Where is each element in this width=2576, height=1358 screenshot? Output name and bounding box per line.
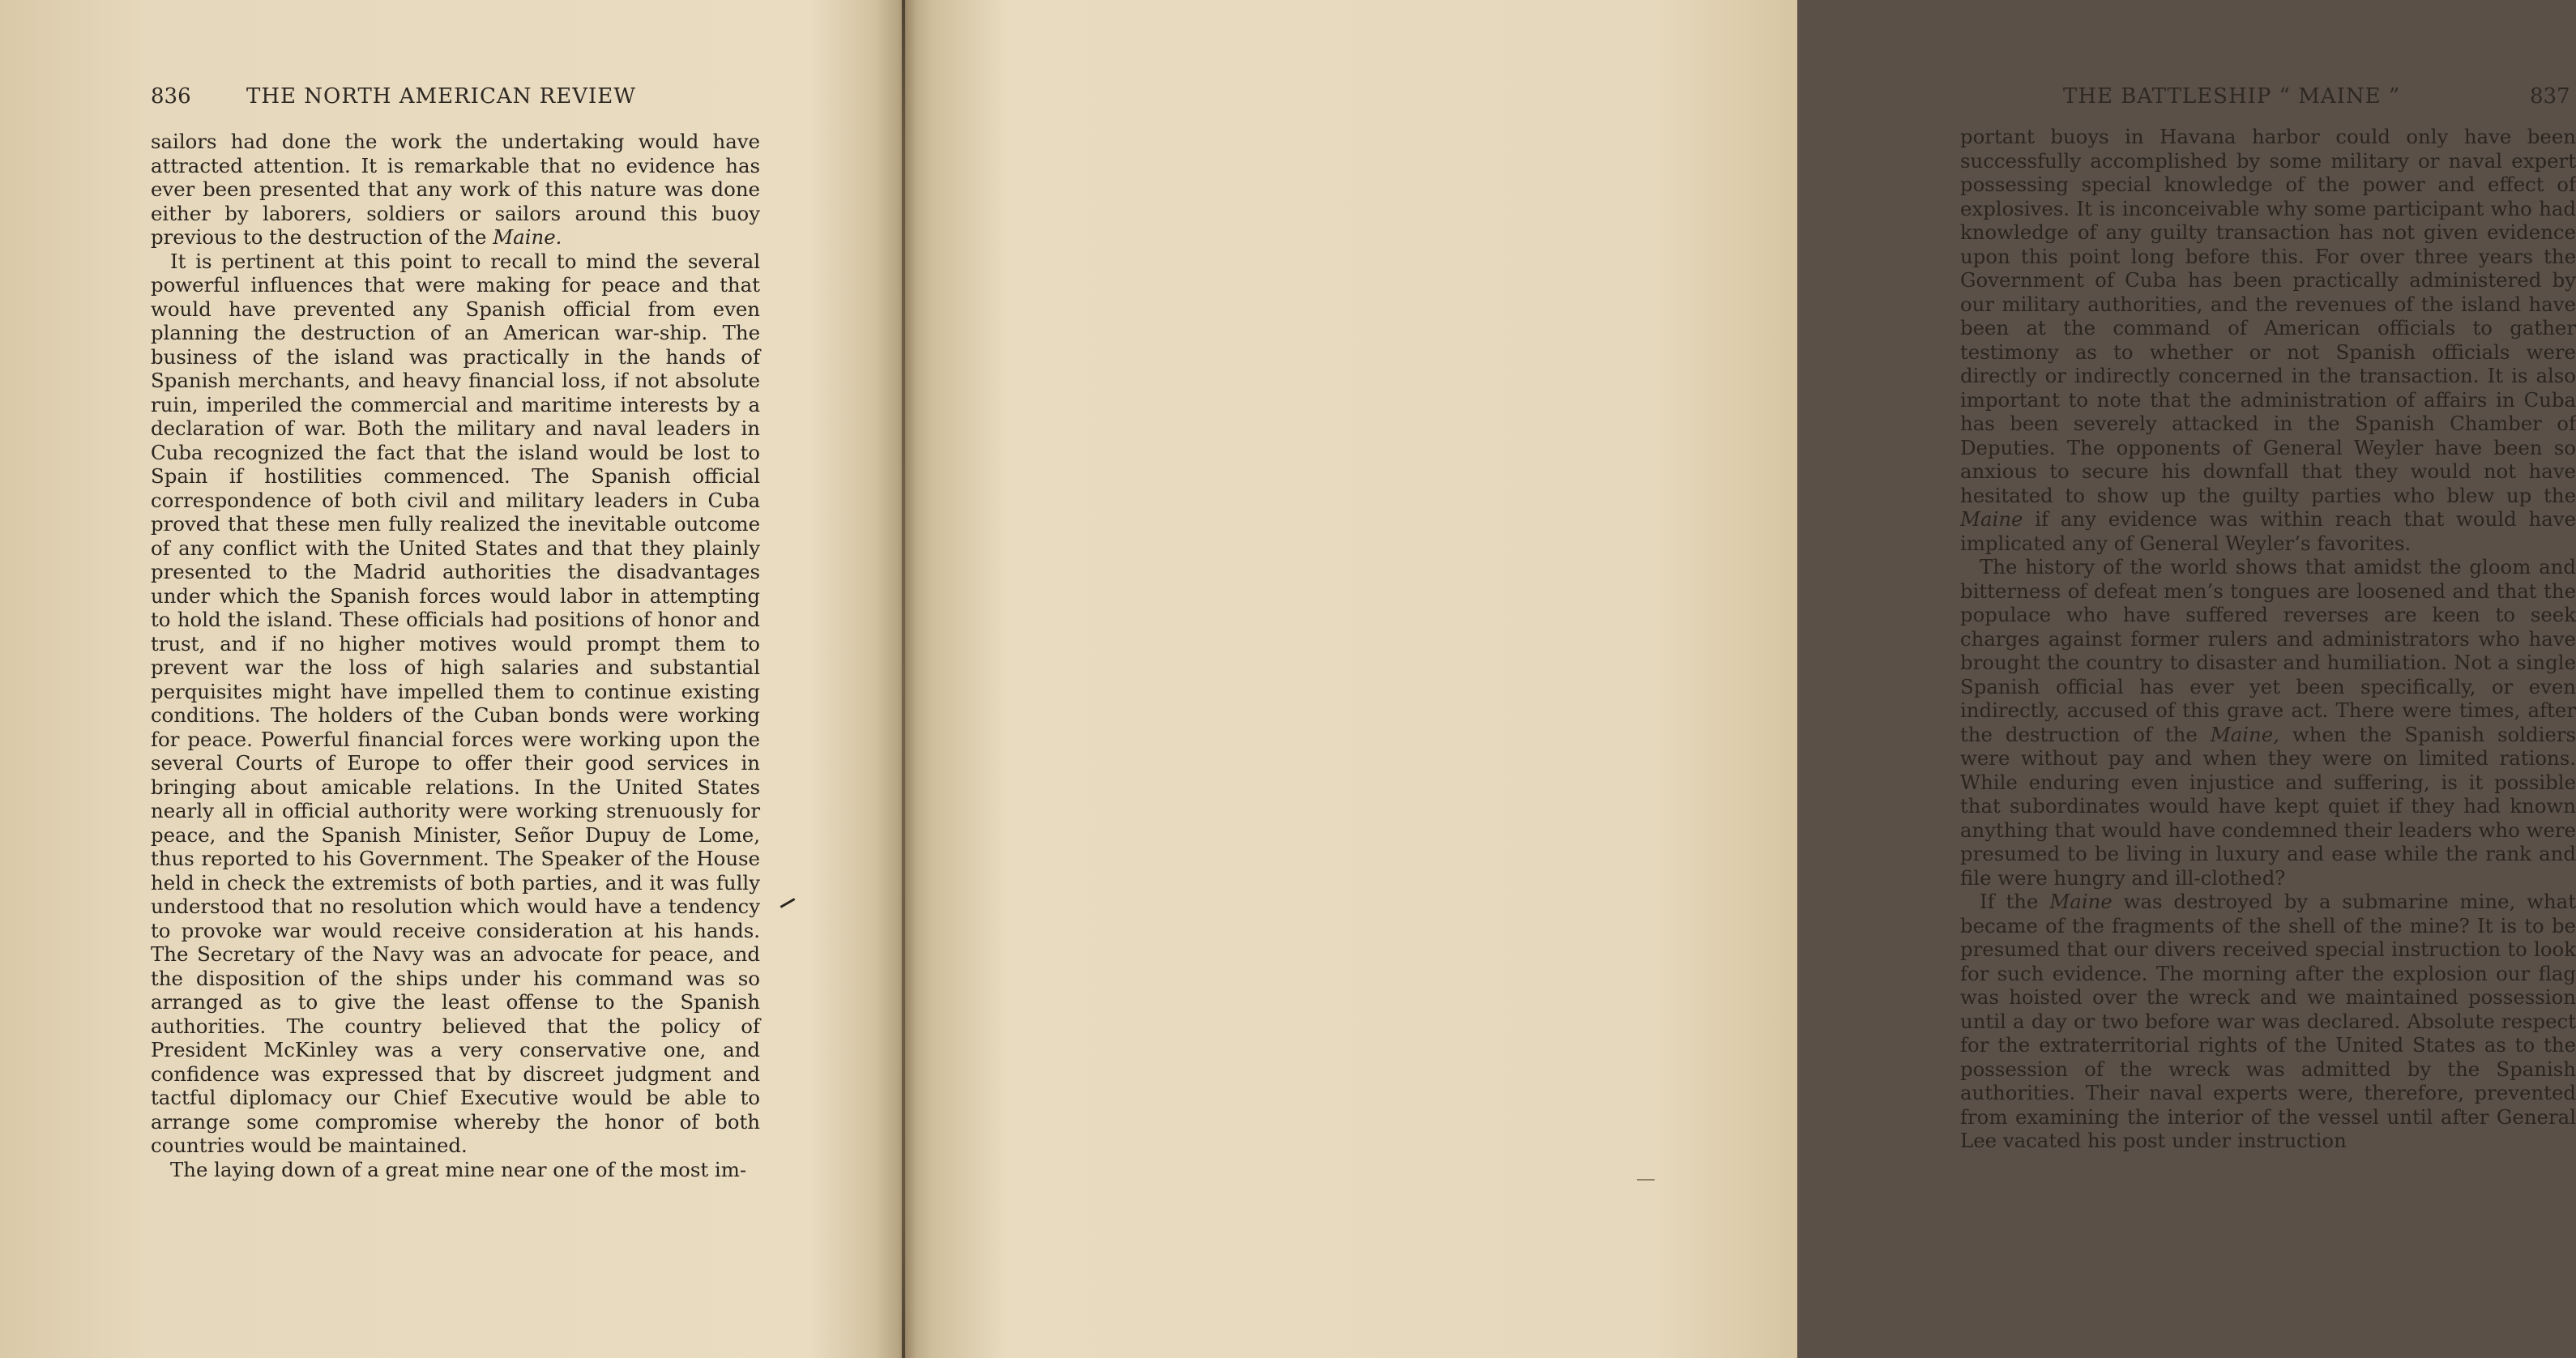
right-page-paragraph bbox=[1960, 555, 2576, 890]
left-page-paragraph bbox=[151, 250, 760, 1158]
text-run: The history of the world shows that amidst the gloom and bitterness of defeat men’s tongues are loosened and that the populace who have suffered reverses are keen to seek charges against former rulers and administrators who have brought the country to disaster and humiliation. Not a single Spanish official has ever yet been specifically, or even indirectly, accused of this grave act. There were times, after the destruction of the bbox=[1960, 555, 2576, 746]
right-page-paragraph bbox=[1960, 890, 2576, 1153]
text-run: was destroyed by a submarine mine, what became of the fragments of the shell of the mine? It is to be presumed that our divers received special instruction to look for such evidence. The morning after the explosion our flag was hoisted over the wreck and we maintained possession until a day or two before war was declared. Absolute respect for the extraterritorial rights of the United States as to the possession of the wreck was admitted by the Spanish authorities. Their naval experts were, therefore, prevented from examining the interior of the vessel until after General Lee vacated his post under instruction bbox=[1960, 890, 2576, 1152]
right-body-text bbox=[1960, 125, 2576, 1153]
right-page-paragraph bbox=[1960, 125, 2576, 555]
margin-mark bbox=[1637, 1179, 1655, 1181]
left-page bbox=[0, 0, 899, 1358]
text-run: if any evidence was within reach that would have implicated any of General Weyler’s favorites. bbox=[1960, 507, 2576, 555]
text-run: sailors had done the work the undertaking would have attracted attention. It is remarkable that no evidence has ever been presented that any work of this nature was done either by laborers, soldiers or sailors around this buoy previous to the destruction of the bbox=[151, 130, 760, 249]
italic-ship-name: Maine bbox=[1960, 507, 2023, 531]
left-running-head: THE NORTH AMERICAN REVIEW bbox=[246, 84, 636, 109]
right-page-number: 837 bbox=[2530, 84, 2570, 109]
text-run: portant buoys in Havana harbor could only have been successfully accomplished by some military or naval expert possessing special knowledge of the power and effect of explosives. It is inconceivable why some participant who had knowledge of any guilty transaction has not given evidence upon this point long before this. For over three years the Government of Cuba has been practically administered by our military authorities, and the revenues of the island have been at the command of American officials to gather testimony as to whether or not Spanish officials were directly or indirectly concerned in the transaction. It is also important to note that the administration of affairs in Cuba has been severely attacked in the Spanish Chamber of Deputies. The opponents of General Weyler have been so anxious to secure his downfall that they would not have hesitated to show up the guilty parties who blew up the bbox=[1960, 125, 2576, 507]
pencil-mark bbox=[780, 898, 796, 908]
left-page-paragraph bbox=[151, 1158, 760, 1182]
text-run: The laying down of a great mine near one of the most im- bbox=[170, 1157, 747, 1181]
text-run: It is pertinent at this point to recall to mind the several powerful influences that were making for peace and that would have prevented any Spanish official from even planning the destruction of an American war-ship. The business of the island was practically in the hands of Spanish merchants, and heavy financial loss, if not absolute ruin, imperiled the commercial and maritime interests by a declaration of war. Both the military and naval leaders in Cuba recognized the fact that the island would be lost to Spain if hostilities commenced. The Spanish official correspondence of both civil and military leaders in Cuba proved that these men fully realized the inevitable outcome of any conflict with the United States and that they plainly presented to the Madrid authorities the disadvantages under which the Spanish forces would labor in attempting to hold the island. These officials had positions of honor and trust, and if no higher motives would prompt them to prevent war the loss of high salaries and substantial perquisites might have impelled them to continue existing conditions. The holders of the Cuban bonds were working for peace. Powerful financial forces were working upon the several Courts of Europe to offer their good services in bringing about amicable relations. In the United States nearly all in official authority were working strenuously for peace, and the Spanish Minister, Señor Dupuy de Lome, thus reported to his Government. The Speaker of the House held in check the extremists of both parties, and it was fully understood that no resolution which would have a tendency to provoke war would receive consideration at his hands. The Secretary of the Navy was an advocate for peace, and the disposition of the ships under his command was so arranged as to give the least offense to the Spanish authorities. The country believed that the policy of President McKinley was a very conservative one, and confidence was expressed that by discreet judgment and tactful diplomacy our Chief Executive would be able to arrange some compromise whereby the honor of both countries would be maintained. bbox=[151, 249, 760, 1157]
text-run: If the bbox=[1980, 890, 2050, 913]
italic-ship-name: Maine, bbox=[2210, 722, 2279, 746]
text-run: when the Spanish soldiers were without pay and when they were on limited rations. While enduring even injustice and suffering, is it possible that subordinates would have kept quiet if they had known anything that would have condemned their leaders who were presumed to be living in luxury and ease while the rank and file were hungry and ill-clothed? bbox=[1960, 722, 2576, 890]
left-page-paragraph bbox=[151, 130, 760, 250]
italic-ship-name: Maine bbox=[2049, 890, 2112, 913]
left-body-text bbox=[151, 130, 760, 1181]
right-page bbox=[899, 0, 2576, 1358]
left-page-number: 836 bbox=[151, 84, 191, 109]
italic-ship-name: Maine. bbox=[493, 225, 562, 249]
right-running-head: THE BATTLESHIP “ MAINE ” bbox=[2063, 84, 2401, 109]
